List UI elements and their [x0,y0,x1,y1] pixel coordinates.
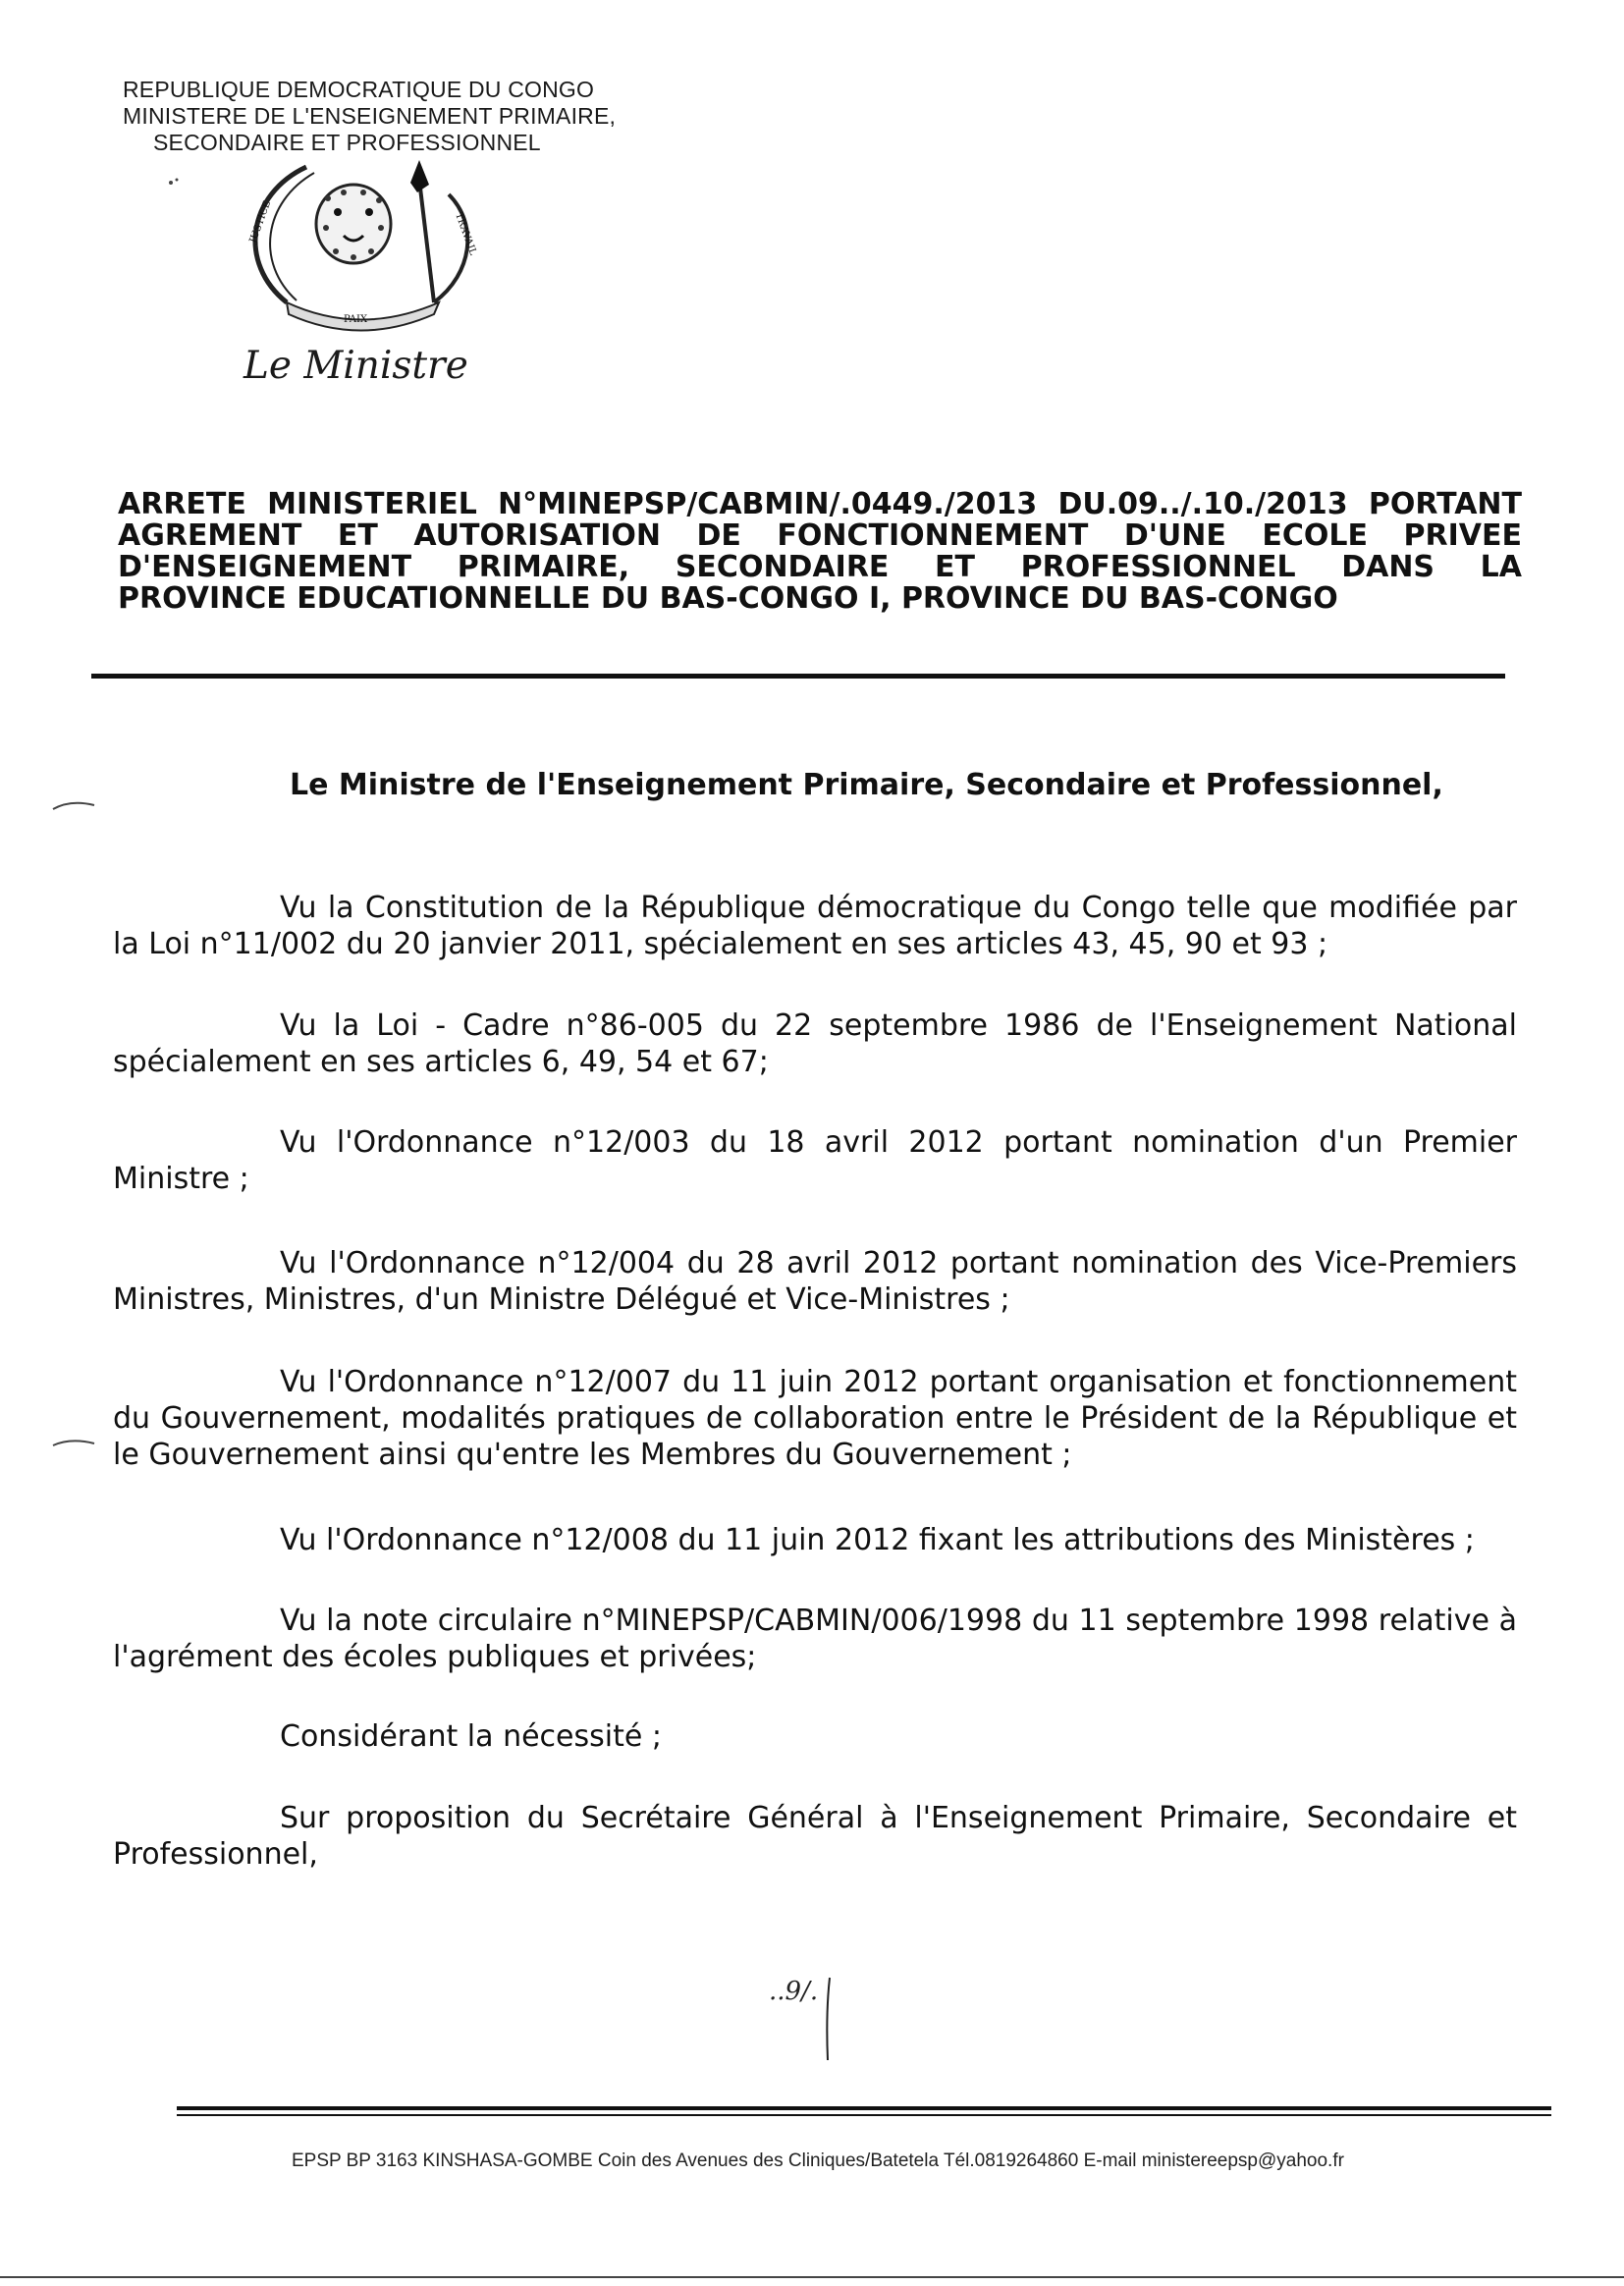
body-paragraph: Vu la Constitution de la République démocratique du Congo telle que modifiée par la Loi n°11/002 du 20 janvier 2011, spécialement en ses articles 43, 45, 90 et 93 ; [113,891,1517,961]
arrete-title-line: AGREMENT ET AUTORISATION DE FONCTIONNEMENT D'UNE ECOLE PRIVEE [118,518,1522,553]
coat-of-arms-icon [228,155,493,342]
body-paragraph: Sur proposition du Secrétaire Général à l'Enseignement Primaire, Secondaire et Professionnel, [113,1801,1517,1872]
signature-title: Le Ministre [244,344,468,388]
emblem-motto-left: JUSTICE [247,199,274,245]
emblem-motto-right: TRAVAIL [453,211,479,257]
arrete-title-line: D'ENSEIGNEMENT PRIMAIRE, SECONDAIRE ET PROFESSIONNEL DANS LA [118,550,1522,584]
minister-heading: Le Ministre de l'Enseignement Primaire, Secondaire et Professionnel, [290,768,1443,802]
title-divider [91,674,1505,679]
scan-mark [51,1434,100,1453]
letterhead-ministry-cont: SECONDAIRE ET PROFESSIONNEL [153,130,541,155]
letterhead-country: REPUBLIQUE DEMOCRATIQUE DU CONGO [123,77,595,102]
footer-divider [177,2106,1551,2110]
initials-paraph [769,1964,847,2062]
footer-divider-thin [177,2114,1551,2116]
letterhead [123,77,830,156]
footer-contact: EPSP BP 3163 KINSHASA-GOMBE Coin des Avenues des Cliniques/Batetela Tél.0819264860 E-mail ministereepsp@yahoo.fr [292,2150,1344,2171]
body-paragraph: Vu la Loi - Cadre n°86-005 du 22 septembre 1986 de l'Enseignement National spécialement en ses articles 6, 49, 54 et 67; [113,1008,1517,1079]
arrete-title-line: ARRETE MINISTERIEL N°MINEPSP/CABMIN/.0449./2013 DU.09../.10./2013 PORTANT [118,487,1522,521]
body-paragraph: Vu l'Ordonnance n°12/003 du 18 avril 2012 portant nomination d'un Premier Ministre ; [113,1125,1517,1196]
scan-mark [165,175,185,194]
letterhead-ministry: MINISTERE DE L'ENSEIGNEMENT PRIMAIRE, [123,103,617,129]
body-paragraph: Vu la note circulaire n°MINEPSP/CABMIN/006/1998 du 11 septembre 1998 relative à l'agrément des écoles publiques et privées; [113,1604,1517,1674]
arrete-title [118,489,1522,615]
emblem-motto-center: PAIX [344,314,368,325]
paraph-text: ..9/. [769,1977,819,2006]
body-paragraph: Vu l'Ordonnance n°12/004 du 28 avril 2012 portant nomination des Vice-Premiers Ministres, Ministres, d'un Ministre Délégué et Vice-Ministres ; [113,1246,1517,1317]
body-paragraph: Vu l'Ordonnance n°12/008 du 11 juin 2012 fixant les attributions des Ministères ; [280,1523,1475,1557]
arrete-title-line: PROVINCE EDUCATIONNELLE DU BAS-CONGO I, PROVINCE DU BAS-CONGO [118,581,1338,616]
body-paragraph: Vu l'Ordonnance n°12/007 du 11 juin 2012 portant organisation et fonctionnement du Gouvernement, modalités pratiques de collaboration entre le Président de la République et le Gouvernement ainsi qu'entre les Membres du Gouvernement ; [113,1365,1517,1472]
body-paragraph: Considérant la nécessité ; [280,1719,662,1754]
scan-edge-line [0,2276,1624,2278]
scan-mark [51,795,100,815]
